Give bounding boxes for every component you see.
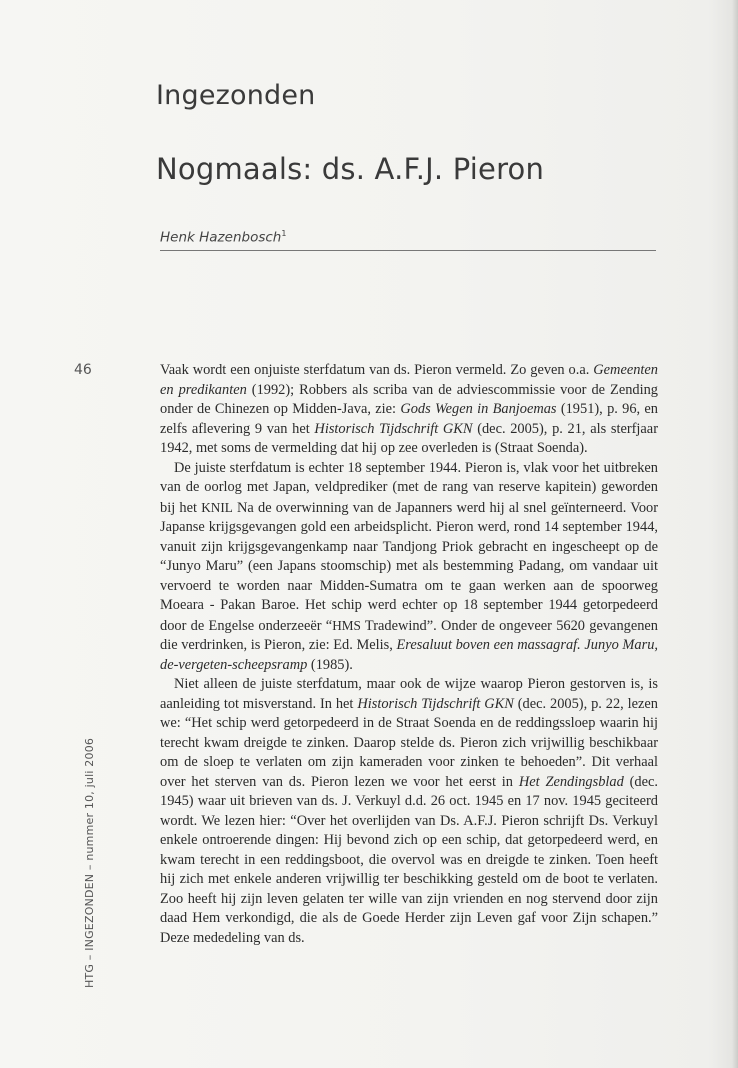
text-run: Tradewind”. Onder de ongeveer 5620 gevangenen die verdrinken, is Pieron, zie: Ed. Melis,: [160, 617, 659, 653]
text-run: (1992); Robbers als scriba van de adviescommissie voor de Zending onder de Chinezen op Midden-Java, zie:: [160, 381, 658, 417]
text-run: Niet alleen de juiste sterfdatum, maar ook de wijze waarop Pieron gestorven is, is aanleiding tot misverstand. In het: [160, 676, 658, 712]
italic-title: Historisch Tijdschrift GKN: [357, 695, 514, 712]
author-name: Henk Hazenbosch: [160, 229, 282, 246]
small-caps-abbreviation: KNIL: [201, 499, 233, 515]
small-caps-abbreviation: HMS: [332, 617, 361, 633]
page-spine-shadow: [732, 0, 738, 1068]
paragraph-3: [160, 675, 658, 948]
article-title: Nogmaals: ds. A.F.J. Pieron: [156, 152, 545, 186]
author-footnote-mark: 1: [281, 229, 287, 238]
article-body: [160, 361, 658, 948]
text-run: Na de overwinning van de Japanners werd hij al snel geïnterneerd. Voor Japanse krijgsgevangen gold een arbeidsplicht. Pieron werd, rond 14 september 1944, vanuit zijn krijgsgevangenkamp naar Tandjong Priok gebracht en ingescheept op de “Junyo Maru” (een Japans stoomschip) met als bestemming Padang, om vandaar uit vervoerd te worden naar Midden-Sumatra om te gaan werken aan de spoorweg Moeara - Pakan Baroe. Het schip werd echter op 18 september 1944 getorpedeerd door de Engelse onderzeeër “: [160, 499, 659, 634]
author-byline: [160, 229, 286, 246]
text-run: (1951), p. 96, en zelfs aflevering 9 van het: [160, 401, 659, 437]
text-run: (dec. 2005), p. 21, als sterfjaar 1942, met soms de vermelding dat hij op zee overleden is (Straat Soenda).: [160, 420, 658, 456]
section-label: Ingezonden: [156, 80, 316, 111]
italic-title: Historisch Tijdschrift GKN: [314, 420, 473, 437]
paragraph-1: [160, 361, 658, 459]
page-number: 46: [74, 362, 92, 378]
italic-title: Eresaluut boven een massagraf. Junyo Maru, de-vergeten-scheepsramp: [160, 637, 658, 673]
text-run: De juiste sterfdatum is echter 18 september 1944. Pieron is, vlak voor het uitbreken van de oorlog met Japan, veldprediker (met de rang van reserve kapitein) geworden bij het: [160, 459, 658, 516]
italic-title: Gemeenten en predikanten: [160, 362, 658, 398]
text-run: Vaak wordt een onjuiste sterfdatum van ds. Pieron vermeld. Zo geven o.a.: [160, 362, 594, 378]
byline-rule: [160, 250, 656, 251]
text-run: (dec. 2005), p. 22, lezen we: “Het schip werd getorpedeerd in de Straat Soenda en de reddingssloep waarin hij terecht kwam dreigde te zinken. Daarop stelde ds. Pieron zich vrijwillig beschikbaar om de sloep te verlaten om zijn kameraden voor zinken te behoeden”. Dit verhaal over het sterven van ds. Pieron lezen we voor het eerst in: [160, 695, 659, 790]
text-run: (1985).: [307, 656, 353, 673]
italic-title: Het Zendingsblad: [518, 773, 624, 790]
italic-title: Gods Wegen in Banjoemas: [400, 401, 557, 417]
running-footer: HTG – INGEZONDEN – nummer 10, juli 2006: [83, 737, 96, 988]
text-run: (dec. 1945) waar uit brieven van ds. J. Verkuyl d.d. 26 oct. 1945 en 17 nov. 1945 geciteerd wordt. We lezen hier: “Over het overlijden van Ds. A.F.J. Pieron schrijft Ds. Verkuyl enkele ontroerende dingen: Hij bevond zich op een schip, dat getorpedeerd werd, en kwam terecht in een reddingsboot, die overvol was en dreigde te zinken. Toen heeft hij zich met enkele anderen vrijwillig ter beschikking gesteld om de boot te verlaten. Zoo heeft hij zijn leven gelaten ter wille van zijn vrienden en nog stervend door zijn daad Hem verkondigd, die als de Goede Herder zijn Leven gaf voor Zijn schapen.” Deze mededeling van ds.: [160, 773, 658, 946]
paragraph-2: [160, 459, 658, 676]
